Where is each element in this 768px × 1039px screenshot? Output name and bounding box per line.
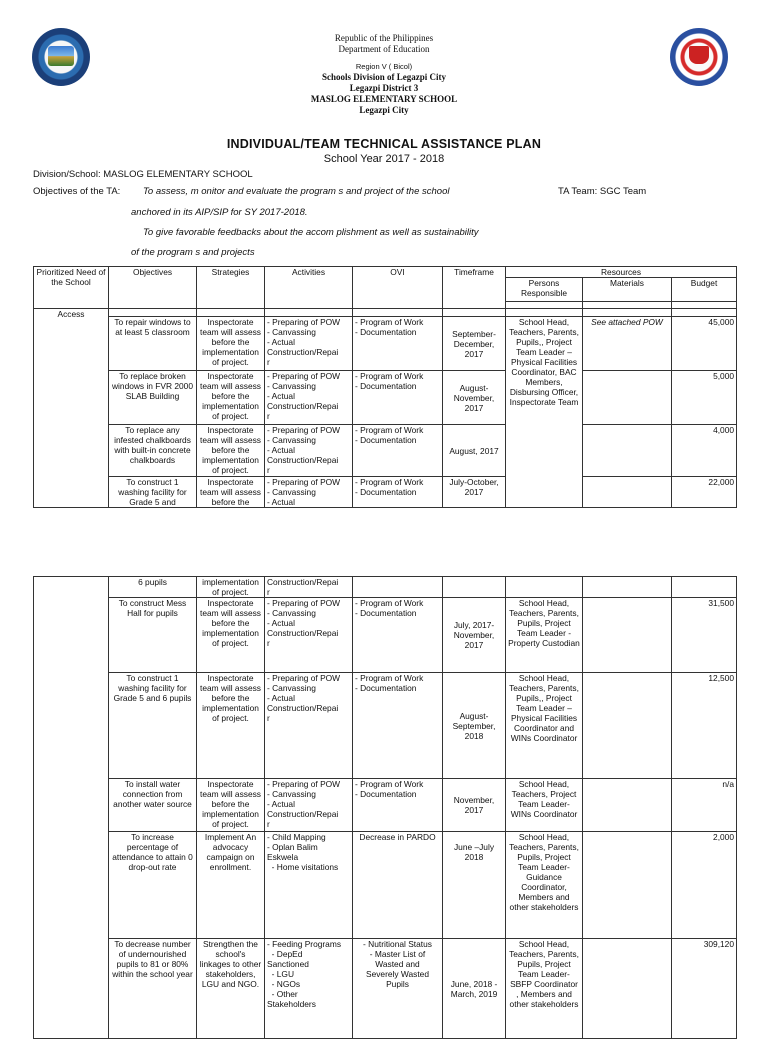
materials-cell: See attached POW [583,317,672,371]
col-header-timeframe: Timeframe [443,267,506,309]
ta-plan-table-page1 [33,266,737,508]
document-title: INDIVIDUAL/TEAM TECHNICAL ASSISTANCE PLAN [226,137,542,151]
col-header-ovi: OVI [353,267,443,309]
objectives-text: To give favorable feedbacks about the accom plishment as well as sustainability [143,227,479,238]
strategy-cell: Inspectorate team will assess before the implementation of project. [197,598,265,673]
activities-cell: - Preparing of POW - Canvassing - Actual Construction/Repai r [265,371,353,425]
ovi-cell: - Program of Work - Documentation [353,779,443,832]
timeframe-cell: June –July 2018 [443,832,506,939]
col-header-need: Prioritized Need of the School [34,267,109,309]
activities-cell: - Preparing of POW - Canvassing - Actual Construction/Repai r [265,317,353,371]
budget-cell: 45,000 [672,317,737,371]
letterhead-line: Schools Division of Legazpi City [321,72,446,82]
objectives-label: Objectives of the TA: [33,186,121,197]
school-year: School Year 2017 - 2018 [323,153,445,165]
timeframe-cell: August-November, 2017 [443,371,506,425]
budget-cell: 4,000 [672,425,737,477]
budget-cell: 309,120 [672,939,737,1039]
col-header-activities: Activities [265,267,353,309]
materials-cell [583,779,672,832]
need-cell [34,309,109,508]
budget-cell: 5,000 [672,371,737,425]
letterhead-line: Department of Education [338,44,430,54]
col-header-materials: Materials [583,278,672,302]
objective-cell: 6 pupils [109,577,197,598]
materials-cell [583,477,672,508]
objectives-text: of the program s and projects [131,247,255,258]
persons-cell: School Head, Teachers, Parents, Pupils, Project Team Leader- Guidance Coordinator, Members and other stakeholders [506,832,583,939]
objective-cell: To construct Mess Hall for pupils [109,598,197,673]
timeframe-cell: November, 2017 [443,779,506,832]
letterhead-line: MASLOG ELEMENTARY SCHOOL [310,94,458,104]
strategy-cell: implementation of project. [197,577,265,598]
activities-cell: - Child Mapping - Oplan Balim Eskwela - Home visitations [265,832,353,939]
letterhead-line: Legazpi District 3 [349,83,419,93]
persons-cell: School Head, Teachers, Project Team Leader- WINs Coordinator [506,779,583,832]
col-header-objectives: Objectives [109,267,197,309]
activities-cell: - Preparing of POW - Canvassing - Actual Construction/Repai r [265,673,353,779]
persons-cell: School Head, Teachers, Parents, Pupils,, Project Team Leader – Physical Facilities Coordinator, BAC Members, Disbursing Officer, Inspectorate Team [506,317,583,508]
timeframe-cell: August-September, 2018 [443,673,506,779]
col-header-resources: Resources [506,267,737,278]
ovi-cell: Decrease in PARDO [353,832,443,939]
timeframe-cell: September-December, 2017 [443,317,506,371]
letterhead-line: Region V ( Bicol) [355,62,413,71]
col-header-persons: Persons Responsible [506,278,583,302]
persons-cell: School Head, Teachers, Parents, Pupils, Project Team Leader- SBFP Coordinator , Members and other stakeholders [506,939,583,1039]
objective-cell: To replace any infested chalkboards with built-in concrete chalkboards [109,425,197,477]
activities-cell: - Preparing of POW - Canvassing - Actual Construction/Repai r [265,598,353,673]
materials-cell [583,425,672,477]
strategy-cell: Implement An advocacy campaign on enrollment. [197,832,265,939]
col-header-budget: Budget [672,278,737,302]
timeframe-cell: June, 2018 -March, 2019 [443,939,506,1039]
budget-cell: n/a [672,779,737,832]
need-value: Access [57,309,85,319]
objective-cell: To decrease number of undernourished pupils to 81 or 80% within the school year [109,939,197,1039]
persons-cell: School Head, Teachers, Parents, Pupils,, Project Team Leader – Physical Facilities Coordinator and WINs Coordinator [506,673,583,779]
materials-cell [583,673,672,779]
ovi-cell: - Program of Work - Documentation [353,317,443,371]
timeframe-cell: July-October, 2017 [443,477,506,508]
objective-cell: To increase percentage of attendance to attain 0 drop-out rate [109,832,197,939]
budget-cell: 31,500 [672,598,737,673]
need-cell [34,577,109,1039]
ovi-cell: - Program of Work - Documentation [353,598,443,673]
activities-cell: - Feeding Programs - DepEd Sanctioned - LGU - NGOs - Other Stakeholders [265,939,353,1039]
activities-cell: - Preparing of POW - Canvassing - Actual [265,477,353,508]
ovi-cell: - Program of Work - Documentation [353,673,443,779]
timeframe-cell: August, 2017 [443,425,506,477]
ovi-cell: - Nutritional Status - Master List of Wasted and Severely Wasted Pupils [353,939,443,1039]
ovi-cell: - Program of Work - Documentation [353,425,443,477]
strategy-cell: Inspectorate team will assess before the implementation of project. [197,371,265,425]
ta-team: TA Team: SGC Team [558,186,647,197]
letterhead-line: Legazpi City [359,105,409,115]
objective-cell: To construct 1 washing facility for Grade 5 and [109,477,197,508]
objective-cell: To install water connection from another water source [109,779,197,832]
ta-plan-table-page2 [33,576,737,1039]
budget-cell: 12,500 [672,673,737,779]
document-page-2 [0,540,768,1024]
strategy-cell: Inspectorate team will assess before the implementation of project. [197,425,265,477]
strategy-cell: Inspectorate team will assess before the [197,477,265,508]
budget-cell: 22,000 [672,477,737,508]
objective-cell: To replace broken windows in FVR 2000 SLAB Building [109,371,197,425]
activities-cell: Construction/Repai r [265,577,353,598]
activities-cell: - Preparing of POW - Canvassing - Actual Construction/Repai r [265,425,353,477]
materials-cell [583,832,672,939]
activities-cell: - Preparing of POW - Canvassing - Actual Construction/Repai r [265,779,353,832]
division-school: Division/School: MASLOG ELEMENTARY SCHOOL [33,169,253,180]
objective-cell: To construct 1 washing facility for Grade 5 and 6 pupils [109,673,197,779]
persons-cell: School Head, Teachers, Parents, Pupils, Project Team Leader -Property Custodian [506,598,583,673]
strategy-cell: Strengthen the school's linkages to other stakeholders, LGU and NGO. [197,939,265,1039]
objectives-text: To assess, m onitor and evaluate the program s and project of the school [143,186,450,197]
letterhead [0,33,768,116]
strategy-cell: Inspectorate team will assess before the implementation of project. [197,779,265,832]
letterhead-line: Republic of the Philippines [334,33,434,43]
materials-cell [583,598,672,673]
strategy-cell: Inspectorate team will assess before the implementation of project. [197,317,265,371]
ovi-cell: - Program of Work - Documentation [353,371,443,425]
materials-cell [583,371,672,425]
objectives-text: anchored in its AIP/SIP for SY 2017-2018. [131,207,308,218]
strategy-cell: Inspectorate team will assess before the implementation of project. [197,673,265,779]
budget-cell: 2,000 [672,832,737,939]
col-header-strategies: Strategies [197,267,265,309]
ovi-cell: - Program of Work - Documentation [353,477,443,508]
objective-cell: To repair windows to at least 5 classroom [109,317,197,371]
timeframe-cell: July, 2017-November, 2017 [443,598,506,673]
